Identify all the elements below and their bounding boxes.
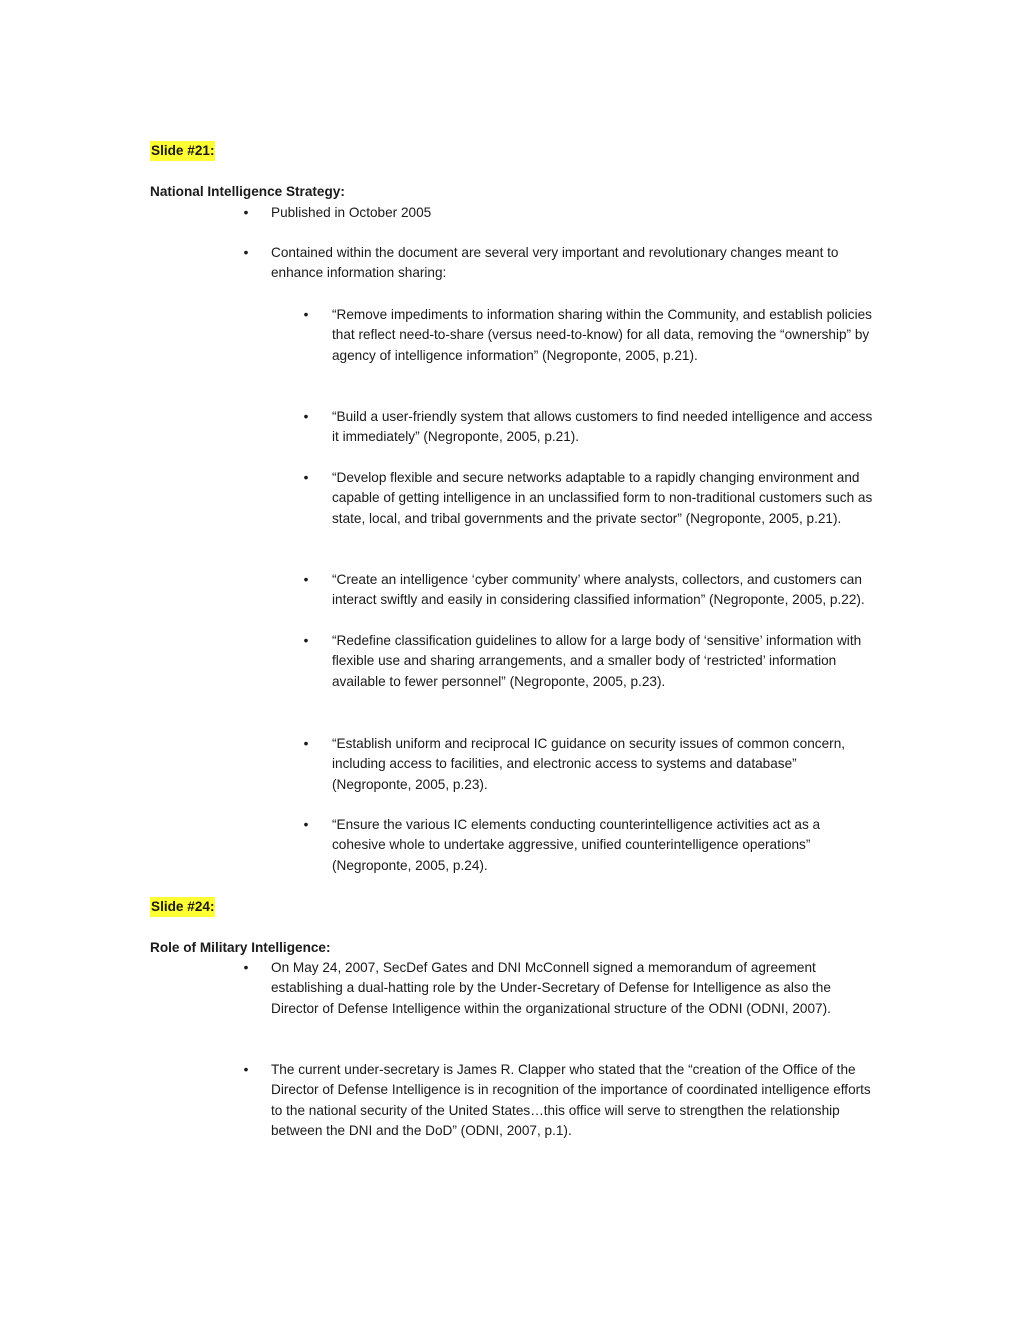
sub-bullet-text: “Develop flexible and secure networks adaptable to a rapidly changing environment and capable of getting intelligence in an unclassified form to non-traditional customers such as state, local, and tribal governments and the private sector” (Negroponte, 2005, p.21). bbox=[332, 470, 873, 526]
bullet-text: The current under-secretary is James R. Clapper who stated that the “creation of the Office of the Director of Defense Intelligence is in recognition of the importance of coordinated intelligence efforts to the national security of the United States…this office will serve to strengthen the relationship between the DNI and the DoD” (ODNI, 2007, p.1). bbox=[271, 1062, 871, 1139]
sub-bullet-text: “Ensure the various IC elements conducting counterintelligence activities act as a cohesive whole to undertake aggressive, unified counterintelligence operations” (Negroponte, 2005, p.24). bbox=[332, 817, 821, 873]
bullet-glyph: • bbox=[243, 1062, 249, 1077]
sub-bullet-text: “Create an intelligence ‘cyber community’ where analysts, collectors, and customers can interact swiftly and easily in considering classified information” (Negroponte, 2005, p.22). bbox=[332, 572, 865, 608]
role-of-military-intelligence-heading: Role of Military Intelligence: bbox=[150, 940, 331, 955]
bullet-text: Contained within the document are several very important and revolutionary changes meant to enhance information sharing: bbox=[271, 245, 839, 281]
sub-bullet-text: “Remove impediments to information sharing within the Community, and establish policies that reflect need-to-share (versus need-to-know) for all data, removing the “ownership” by agency of intelligence information” (Negroponte, 2005, p.21). bbox=[332, 307, 872, 363]
national-intelligence-strategy-heading: National Intelligence Strategy: bbox=[150, 184, 345, 199]
bullet-text: Published in October 2005 bbox=[271, 205, 432, 220]
bullet-glyph: • bbox=[303, 409, 309, 424]
bullet-glyph: • bbox=[303, 817, 309, 832]
slide-21-label: Slide #21: bbox=[150, 141, 215, 161]
bullet-glyph: • bbox=[303, 736, 309, 751]
bullet-glyph: • bbox=[243, 245, 249, 260]
bullet-glyph: • bbox=[303, 470, 309, 485]
bullet-glyph: • bbox=[243, 960, 249, 975]
bullet-glyph: • bbox=[303, 572, 309, 587]
sub-bullet-text: “Build a user-friendly system that allows customers to find needed intelligence and access it immediately” (Negroponte, 2005, p.21). bbox=[332, 409, 873, 445]
sub-bullet-text: “Establish uniform and reciprocal IC guidance on security issues of common concern, including access to facilities, and electronic access to systems and database” (Negroponte, 2005, p.23). bbox=[332, 736, 846, 792]
slide-24-label: Slide #24: bbox=[150, 897, 215, 917]
bullet-glyph: • bbox=[303, 307, 309, 322]
sub-bullet-text: “Redefine classification guidelines to allow for a large body of ‘sensitive’ information with flexible use and sharing arrangements, and a smaller body of ‘restricted’ information available to fewer personnel” (Negroponte, 2005, p.23). bbox=[332, 633, 862, 689]
bullet-text: On May 24, 2007, SecDef Gates and DNI McConnell signed a memorandum of agreement establishing a dual-hatting role by the Under-Secretary of Defense for Intelligence as also the Director of Defense Intelligence within the organizational structure of the ODNI (ODNI, 2007). bbox=[271, 960, 831, 1016]
bullet-glyph: • bbox=[303, 633, 309, 648]
bullet-glyph: • bbox=[243, 205, 249, 220]
